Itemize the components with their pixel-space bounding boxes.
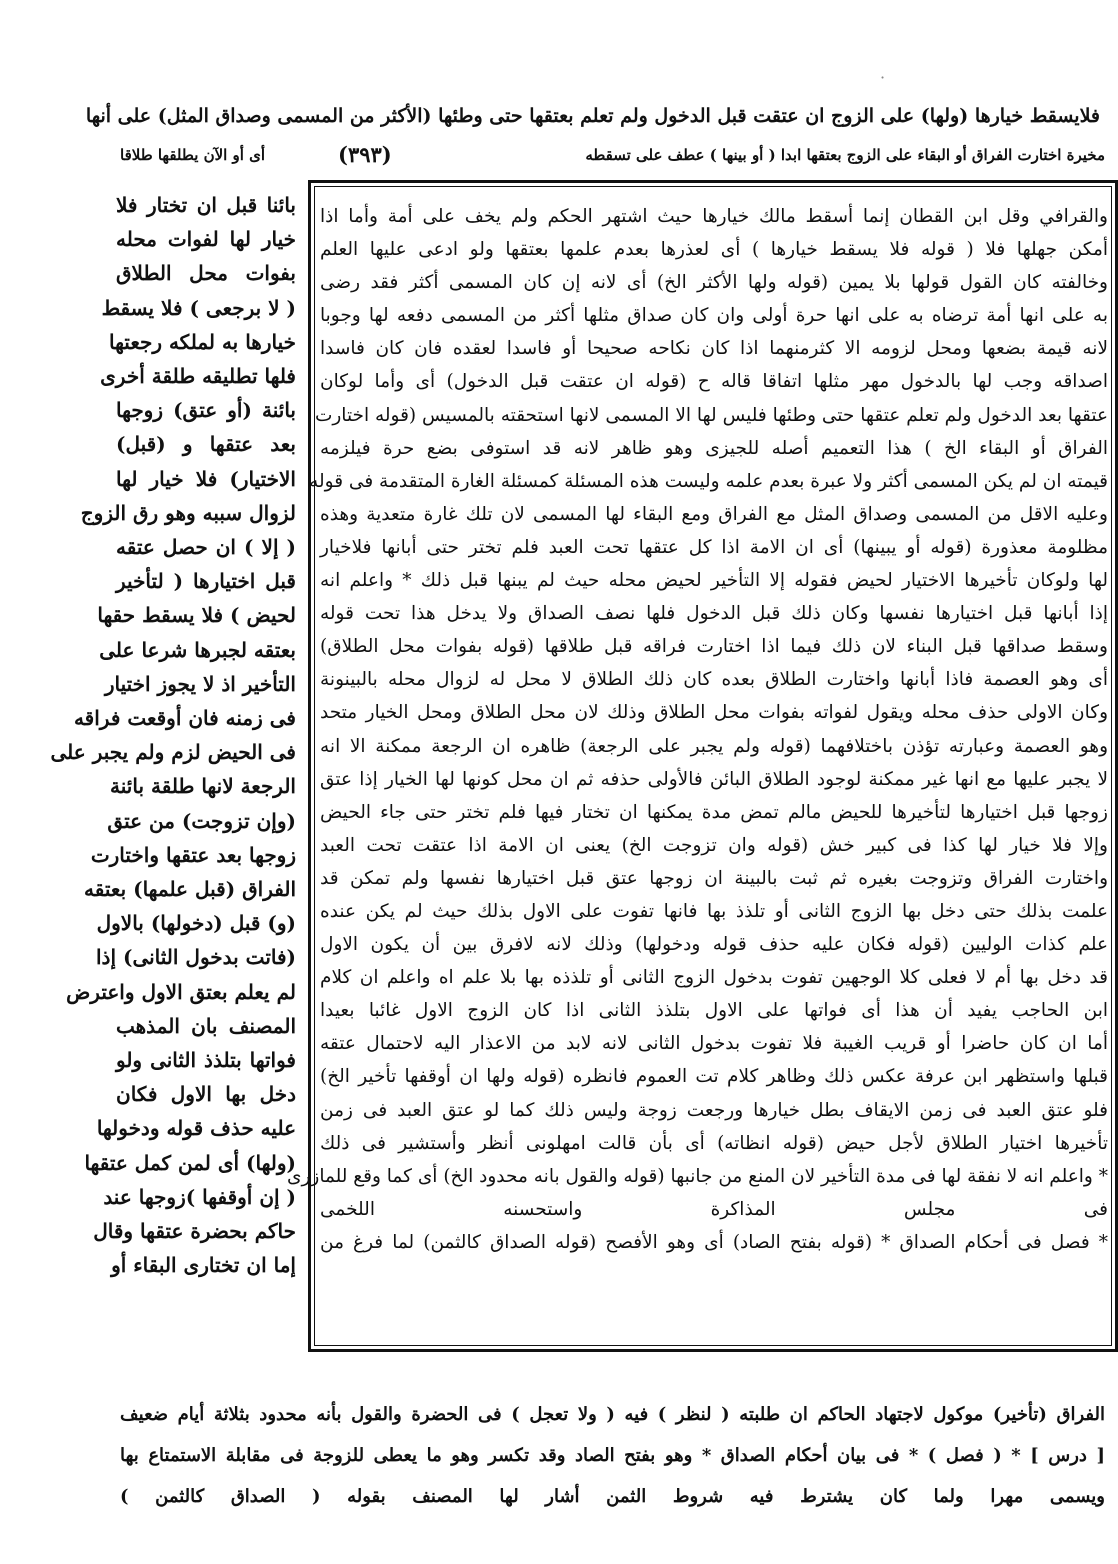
bottom-text-line: ويسمى مهرا ولما كان يشترط فيه شروط الثمن أشار لها المصنف بقوله ( الصداق كالثمن ): [120, 1486, 1105, 1507]
commentary-line: وسقط صداقها قبل البناء لان ذلك فيما اذا اختارت فراقه قبل طلاقها (قوله بفوات محل الطلاق): [320, 636, 1108, 658]
commentary-line: به على انها أمة ترضاه به على انها حرة أولى وان كان صداق مثلها أكثر من المسمى دفعه لها وجوبا: [320, 305, 1108, 327]
commentary-line: فى مجلس المذاكرة واستحسنه اللخمى: [320, 1198, 1108, 1220]
commentary-line: لا يجبر عليها مع انها غير ممكنة لوجود الطلاق البائن فالأولى حذفه ثم ان محل كونها لها الخيار إذا عتق: [320, 768, 1108, 790]
main-text-side-column: [50, 188, 296, 1283]
commentary-line: قيمته ان لم يكن المسمى أكثر ولا عبرة بعدم علمه وليست هذه المسئلة كمسئلة الغارة المتقدمة فى قوله: [309, 470, 1108, 492]
side-column-line: بعتقه لجبرها شرعا على: [99, 637, 296, 662]
commentary-line: * واعلم انه لا نفقة لها فى مدة التأخير لان المنع من جانبها (قوله والقول بانه محدود الخ) أى كما وقع للمازرى: [286, 1165, 1108, 1187]
side-column-line: لحيض ) فلا يسقط حقها: [97, 603, 296, 628]
side-column-line: (فاتت بدخول الثانى) إذا: [96, 945, 296, 970]
main-text-top-line: فلايسقط خيارها (ولها) على الزوج ان عتقت قبل الدخول ولم تعلم بعتقها حتى وطئها (الأكثر من المسمى وصداق المثل) على أنها: [85, 105, 1100, 127]
side-column-line: بائنا قبل ان تختار فلا: [116, 193, 296, 217]
side-column-line: فى الحيض لزم ولم يجبر على: [50, 740, 296, 765]
side-column-line: (و) قبل (دخولها) بالاول: [96, 911, 296, 936]
commentary-line: والقرافي وقل ابن القطان إنما أسقط مالك خيارها حيث اشتهر الحكم ولم يخف على أمة وأما اذا: [320, 206, 1108, 227]
side-column-line: دخل بها الاول فكان: [116, 1082, 296, 1107]
commentary-block: [286, 200, 1108, 1259]
commentary-line: أما ان كان حاضرا أو قريب الغيبة فلا تفوت بدخول الثانى لانه لابد من الاعذار اليه لاحتمال عتقه: [320, 1033, 1108, 1055]
side-column-line: خيارها به لملكه رجعتها: [108, 329, 296, 354]
side-column-line: ( إلا ) ان حصل عتقه: [116, 535, 296, 560]
commentary-line: قد دخل بها أم لا فعلى كلا الوجهين تفوت بدخول الزوج الثانى أو تلذذه بها بلا علم اه واعلم ان كلام: [320, 967, 1108, 989]
side-column-line: (ولها) أى لمن كمل عتقها: [84, 1150, 296, 1175]
side-column-line: لم يعلم بعتق الاول واعترض: [66, 979, 296, 1004]
commentary-line: إذا أبانها قبل اختيارها نفسها وكان ذلك قبل الدخول فلها نصف الصداق ولا يدخل هذا تحت قوله: [320, 603, 1108, 625]
commentary-line: لانه قيمة بضعها ومحل لزومه الا كثرمنهما اذا كان نكاحه صحيحا أو فاسدا لعقده فان كان فاسدا: [320, 338, 1108, 360]
commentary-line: زوجها قبل اختيارها لتأخيرها للحيض مالم تمض مدة يمكنها ان تختار فيها فلم تختر حتى جاء الحيض: [320, 801, 1108, 823]
commentary-line: * فصل فى أحكام الصداق * (قوله بفتح الصاد) أى وهو الأفصح (قوله الصداق كالثمن) لما فرغ من: [320, 1231, 1108, 1253]
commentary-line: قبلها واستظهر ابن عرفة عكس ذلك وظاهر كلام تت العموم فانظره (قوله ولها ان أوقفها تأخير الخ): [320, 1066, 1108, 1088]
commentary-line: تأخيرها اختيار الطلاق لأجل حيض (قوله انظاته) أى بأن قالت امهلونى أنظر وأستشير فى ذلك: [320, 1132, 1108, 1154]
side-column-line: ( إن أوقفها )زوجها عند: [103, 1184, 296, 1209]
commentary-line: أمكن جهلها فلا ( قوله فلا يسقط خيارها ) أى لعذرها بعدم علمها بعتقها ولو ادعى عليها العلم: [320, 239, 1108, 261]
side-column-line: حاكم بحضرة عتقها وقال: [93, 1219, 296, 1244]
side-column-line: قبل اختيارها ( لتأخير: [116, 569, 296, 594]
main-text-bottom-block: [120, 1394, 1105, 1517]
side-column-line: المصنف بان المذهب: [116, 1013, 296, 1038]
commentary-line: واختارت الفراق وتزوجت بغيره ثم ثبت بالبينة ان زوجها عتق قبل اختيارها نفسها ولم تمكن قد: [320, 867, 1108, 889]
side-column-line: فلها تطليقه طلقة أخرى: [100, 364, 296, 389]
side-column-line: (وإن تزوجت) من عتق: [107, 808, 296, 833]
commentary-line: الفراق أو البقاء الخ ) هذا التعميم أصله للجيزى وهو ظاهر لانه قد استوفى بضع حرة فيلزمه: [320, 437, 1108, 459]
side-column-line: ( لا برجعى ) فلا يسقط: [101, 295, 296, 320]
commentary-line: علم كذات الوليين (قوله فكان عليه حذف قوله ودخولها) وذلك لانه لافرق بين أن يكون الاول: [320, 934, 1108, 956]
commentary-line: ابن الحاجب يفيد أن هذا أى فواتها على الاول بتلذذ الثانى اذا كان الزوج الاول غائبا بعيدا: [320, 1000, 1108, 1022]
side-column-line: الرجعة لانها طلقة بائنة: [110, 774, 296, 799]
side-column-line: لزوال سببه وهو رق الزوج: [80, 500, 296, 525]
side-column-line: الاختيار) فلا خيار لها: [116, 466, 296, 491]
running-header: [120, 142, 1105, 172]
commentary-line: اصداقه وجب لها بالدخول مهر مثلها اتفاقا قاله ح (قوله ان عتقت قبل الدخول) أى وأما لوكان: [320, 371, 1108, 393]
commentary-line: علمت بذلك حتى دخل بها الزوج الثانى أو تلذذ بها فانها تفوت على الاول بذلك حيث لم يكن عنده: [320, 900, 1108, 922]
commentary-line: وإلا فلا خيار لها كذا فى كبير خش (قوله وان تزوجت الخ) يعنى ان الامة اذا عتقت تحت العبد: [320, 834, 1108, 856]
commentary-line: فلو عتق العبد فى زمن الايقاف بطل خيارها ورجعت زوجة وليس ذلك كما لو عتق العبد فى زمن: [320, 1099, 1108, 1121]
side-column-line: إما ان تختارى البقاء أو: [111, 1253, 296, 1278]
side-column-line: فواتها بتلذذ الثانى ولو: [116, 1048, 296, 1073]
header-main-text-continuation: مخيرة اختارت الفراق أو البقاء على الزوج بعتقها ابدا ( أو بينها ) عطف على تسقطه: [585, 146, 1105, 164]
bottom-text-line: [ درس ] * ( فصل ) * فى بيان أحكام الصداق * وهو بفتح الصاد وقد تكسر وهو ما يعطى للزوجة فى مقابلة الاستمتاع بها: [120, 1445, 1105, 1466]
bottom-text-line: الفراق (تأخير) موكول لاجتهاد الحاكم ان طلبته ( لنظر ) فيه ( ولا تعجل ) فى الحضرة والقول بأنه محدود بثلاثة أيام ضعيف: [120, 1404, 1105, 1425]
side-column-line: زوجها بعد عتقها واختارت: [90, 842, 296, 867]
commentary-line: أى وهو العصمة فاذا أبانها واختارت الطلاق بعده كان ذلك الطلاق لا محل له لزوال محله بالبينونة: [320, 669, 1108, 691]
side-column-line: بائنة (أو عتق) زوجها: [116, 398, 296, 423]
side-column-line: بعد عتقها و (قبل): [116, 432, 296, 457]
commentary-line: وعليه الاقل من المسمى وصداق المثل مع الفراق ومع البقاء لها المسمى لان تلك غارة متعدية وهذه: [320, 503, 1108, 525]
commentary-line: وخالفته كان القول قولها بلا يمين (قوله ولها الأكثر الخ) أى لانه إن كان المسمى أكثر فقد رضى: [320, 272, 1108, 294]
page-number: (٣٩٣): [338, 142, 392, 167]
commentary-line: وكان الاولى حذف محله ويقول لفواته بفوات محل الطلاق وذلك لان محل الطلاق ومحل الخيار متحد: [320, 702, 1108, 724]
header-side-column-text: أى أو الآن يطلقها طلاقا: [120, 146, 266, 164]
side-column-line: التأخير اذ لا يجوز اختيار: [104, 671, 296, 696]
side-column-line: فى زمنه فان أوقعت فراقه: [73, 706, 296, 731]
page-speck: ·: [880, 68, 886, 87]
commentary-line: وهو العصمة وعبارته تؤذن باختلافهما (قوله ولم يجبر على الرجعة) ظاهره ان الرجعة ممكنة الا انه: [320, 735, 1108, 757]
side-column-line: بفوات محل الطلاق: [116, 261, 296, 286]
commentary-line: عتقها بعد الدخول ولم تعلم عتقها حتى وطئها فليس لها الا المسمى لانها استحقته بالمسيس (قوله اختارت: [314, 404, 1108, 426]
side-column-line: خيار لها لفوات محله: [116, 227, 296, 252]
side-column-line: الفراق (قبل علمها) بعتقه: [84, 877, 296, 902]
side-column-line: عليه حذف قوله ودخولها: [96, 1116, 296, 1141]
commentary-line: مظلومة معذورة (قوله أو يبينها) أى ان الامة اذا كل عتقها تحت العبد فلم تختر حتى أبانها فلاخيار: [320, 536, 1108, 558]
commentary-line: لها ولوكان تأخيرها الاختيار لحيض فقوله إلا التأخير لحيض محله حيث لم يبنها قبل ذلك * واعلم انه: [320, 570, 1108, 592]
